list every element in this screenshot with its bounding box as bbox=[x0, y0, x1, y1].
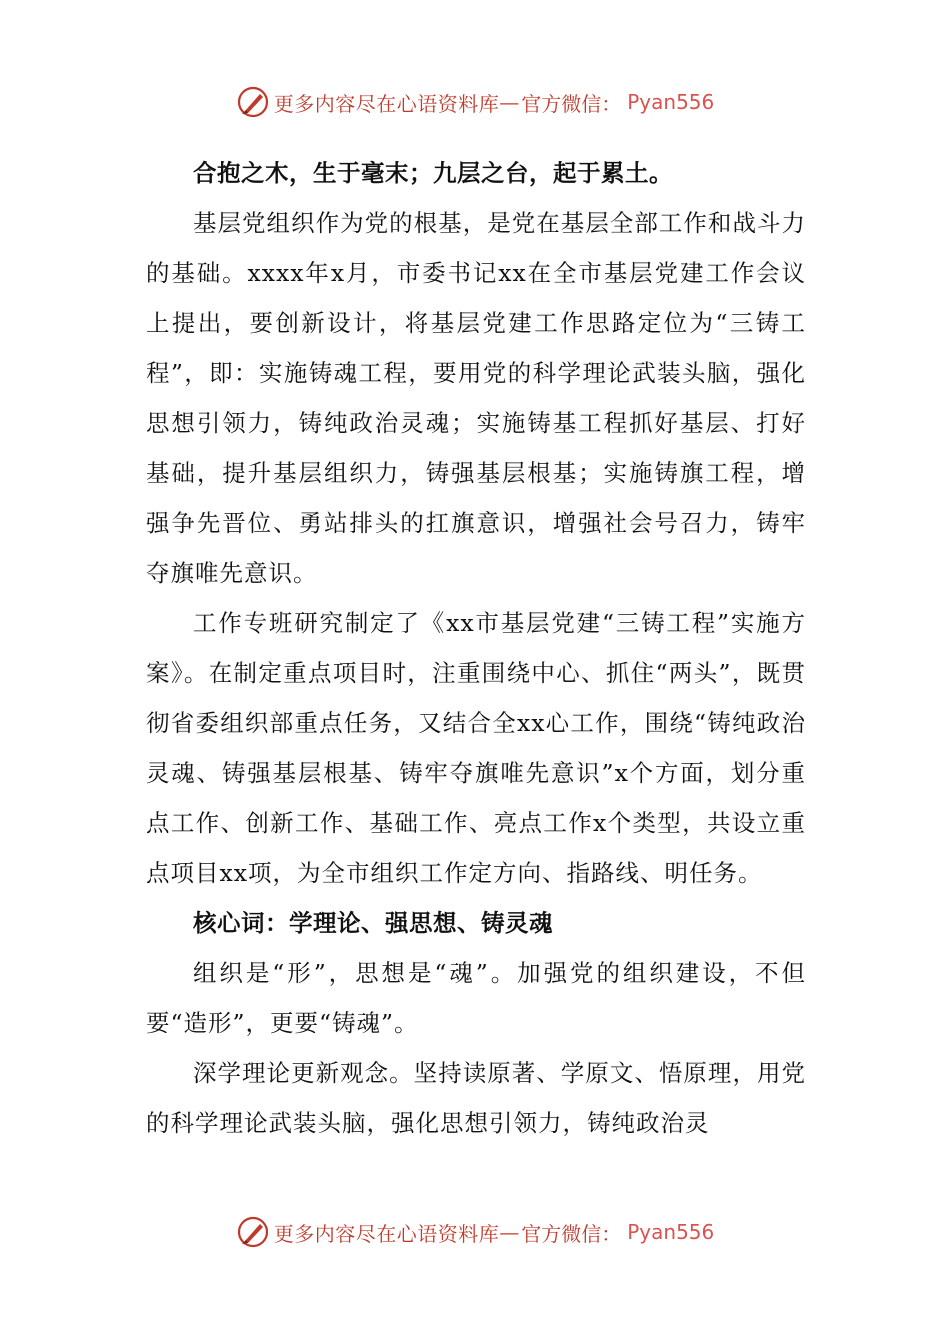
paragraph-1: 基层党组织作为党的根基，是党在基层全部工作和战斗力的基础。xxxx年x月，市委书记xx在全市基层党建工作会议上提出，要创新设计，将基层党建工作思路定位为“三铸工程”，即：实施铸魂工程，要用党的科学理论武装头脑，强化思想引领力，铸纯政治灵魂；实施铸基工程抓好基层、打好基础，提升基层组织力，铸强基层根基；实施铸旗工程，增强争先晋位、勇站排头的扛旗意识，增强社会号召力，铸牢夺旗唯先意识。 bbox=[146, 209, 806, 587]
heading-quote: 合抱之木，生于毫末；九层之台，起于累土。 bbox=[193, 159, 673, 187]
footer-brand: 更多内容尽在心语资料库 bbox=[273, 1221, 500, 1246]
pen-logo-icon bbox=[236, 85, 270, 119]
banner-wechat-id: Pyan556 bbox=[627, 90, 715, 114]
pen-logo-icon bbox=[236, 1215, 270, 1249]
paragraph-3: 组织是“形”，思想是“魂”。加强党的组织建设，不但要“造形”，更要“铸魂”。 bbox=[146, 959, 806, 1037]
heading-keywords: 核心词：学理论、强思想、铸灵魂 bbox=[193, 909, 553, 937]
paragraph-4: 深学理论更新观念。坚持读原著、学原文、悟原理，用党的科学理论武装头脑，强化思想引领力，铸纯政治灵 bbox=[146, 1059, 806, 1137]
banner-official-label: 官方微信： bbox=[521, 91, 622, 116]
footer-dash: — bbox=[499, 1220, 520, 1244]
footer-wechat-id: Pyan556 bbox=[627, 1220, 715, 1244]
banner-dash: — bbox=[499, 90, 520, 114]
header-watermark bbox=[0, 82, 950, 122]
banner-brand: 更多内容尽在心语资料库 bbox=[273, 91, 500, 116]
paragraph-2: 工作专班研究制定了《xx市基层党建“三铸工程”实施方案》。在制定重点项目时，注重围绕中心、抓住“两头”，既贯彻省委组织部重点任务，又结合全xx心工作，围绕“铸纯政治灵魂、铸强基层根基、铸牢夺旗唯先意识”x个方面，划分重点工作、创新工作、基础工作、亮点工作x个类型，共设立重点项目xx项，为全市组织工作定方向、指路线、明任务。 bbox=[146, 609, 806, 887]
document-body bbox=[146, 148, 806, 1148]
footer-watermark bbox=[0, 1212, 950, 1252]
footer-official-label: 官方微信： bbox=[521, 1221, 622, 1246]
